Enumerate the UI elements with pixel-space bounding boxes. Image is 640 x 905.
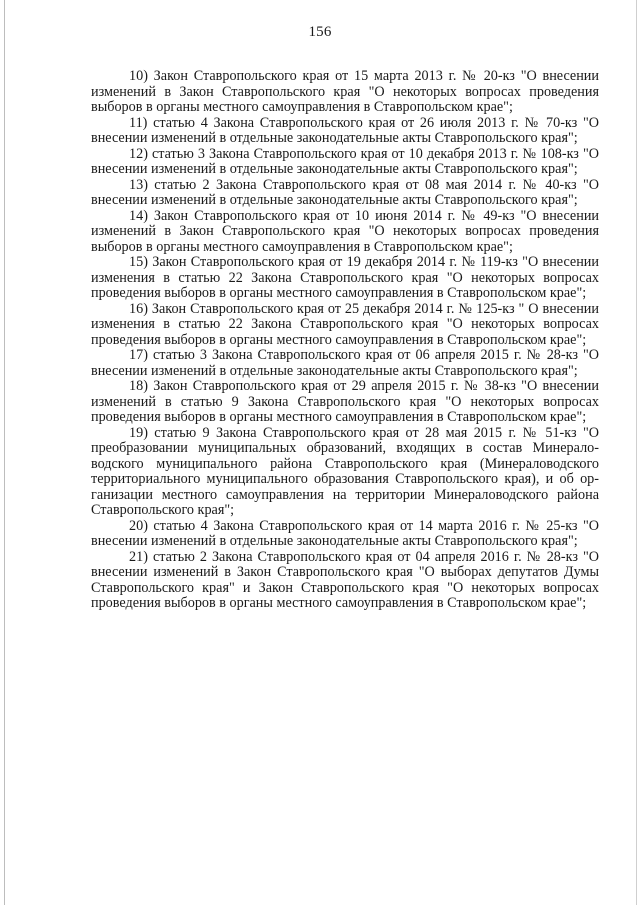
page-number: 156 xyxy=(308,24,332,40)
list-item-19: 19) статью 9 Закона Ставропольского края от 28 мая 2015 г. № 51-кз "О преобразовании муниципальных образований, входящих в состав Минераловодского муниципального района Ставропольского края (Минераловодского территориального муниципального образования Ставропольского края), и об организации местного самоуправления на территории Минераловодского района Ставропольского края"; xyxy=(91,424,599,518)
list-item-14: 14) Закон Ставропольского края от 10 июня 2014 г. № 49-кз "О внесении изменений в Закон Ставропольского края "О некоторых вопросах проведения выборов в органы местного самоуправления в Ставропольском крае"; xyxy=(91,207,599,255)
list-item-16: 16) Закон Ставропольского края от 25 декабря 2014 г. № 125-кз " О внесении изменения в статью 22 Закона Ставропольского края "О некоторых вопросах проведения выборов в органы местного самоуправления в Ставропольском крае"; xyxy=(91,300,599,348)
list-item-10: 10) Закон Ставропольского края от 15 марта 2013 г. № 20-кз "О внесении изменений в Закон Ставропольского края "О некоторых вопросах проведения выборов в органы местного самоуправления в Ставропольском крае"; xyxy=(91,68,599,115)
list-item-20: 20) статью 4 Закона Ставропольского края от 14 марта 2016 г. № 25-кз "О внесении изменений в отдельные законодательные акты Ставропольского края"; xyxy=(91,517,599,549)
list-item-12: 12) статью 3 Закона Ставропольского края от 10 декабря 2013 г. № 108-кз "О внесении изменений в отдельные законодательные акты Ставропольского края"; xyxy=(91,145,599,177)
list-item-21: 21) статью 2 Закона Ставропольского края от 04 апреля 2016 г. № 28-кз "О внесении изменений в Закон Ставропольского края "О выборах депутатов Думы Ставропольского края" и Закон Ставропольского края "О некоторых вопросах проведения выборов в органы местного самоуправления в Ставропольском крае"; xyxy=(91,548,599,611)
list-item-18: 18) Закон Ставропольского края от 29 апреля 2015 г. № 38-кз "О внесении изменений в статью 9 Закона Ставропольского края "О некоторых вопросах проведения выборов в органы местного самоуправления в Ставропольском крае"; xyxy=(91,378,599,425)
scan-edge-right xyxy=(636,0,637,905)
law-list xyxy=(91,69,599,612)
list-item-15: 15) Закон Ставропольского края от 19 декабря 2014 г. № 119-кз "О внесении изменения в статью 22 Закона Ставропольского края "О некоторых вопросах проведения выборов в органы местного самоуправления в Ставропольском крае"; xyxy=(91,254,599,301)
list-item-17: 17) статью 3 Закона Ставропольского края от 06 апреля 2015 г. № 28-кз "О внесении изменений в отдельные законодательные акты Ставропольского края"; xyxy=(91,347,599,379)
list-item-11: 11) статью 4 Закона Ставропольского края от 26 июля 2013 г. № 70-кз "О внесении изменений в отдельные законодательные акты Ставропольского края"; xyxy=(91,114,599,146)
scan-edge-left xyxy=(4,0,5,905)
list-item-13: 13) статью 2 Закона Ставропольского края от 08 мая 2014 г. № 40-кз "О внесении изменений в отдельные законодательные акты Ставропольского края"; xyxy=(91,176,599,208)
